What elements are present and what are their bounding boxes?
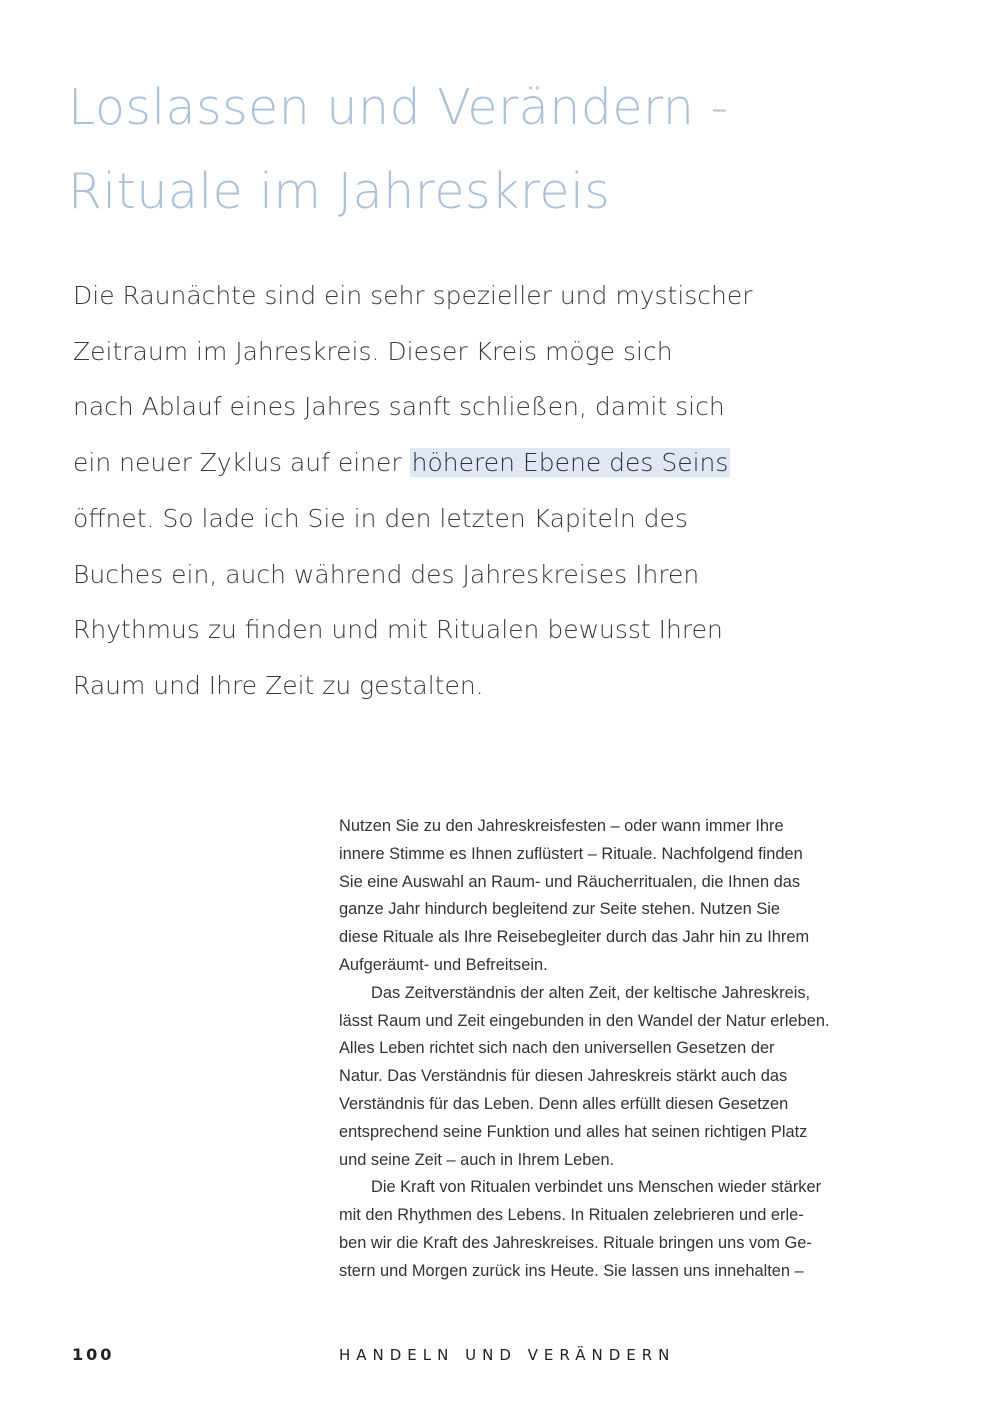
- body-line: Die Kraft von Ritualen verbindet uns Menschen wieder stärker: [371, 1178, 822, 1197]
- chapter-title-line-2: Rituale im Jahreskreis: [68, 163, 611, 220]
- body-line: Sie eine Auswahl an Raum- und Räucherritualen, die Ihnen das: [339, 872, 801, 891]
- intro-line: Die Raunächte sind ein sehr spezieller und mystischer: [73, 281, 753, 310]
- body-line: mit den Rhythmen des Lebens. In Ritualen zelebrieren und erle-: [339, 1206, 804, 1225]
- body-text: [339, 813, 899, 1286]
- intro-line-text: ein neuer Zyklus auf einer: [73, 448, 410, 478]
- intro-line: nach Ablauf eines Jahres sanft schließen, damit sich: [73, 392, 725, 422]
- body-line: entsprechend seine Funktion und alles hat seinen richtigen Platz: [339, 1122, 808, 1141]
- body-paragraph-3: [339, 1174, 899, 1285]
- body-line: Alles Leben richtet sich nach den universellen Gesetzen der: [339, 1039, 775, 1058]
- body-line: ganze Jahr hindurch begleitend zur Seite stehen. Nutzen Sie: [339, 900, 781, 919]
- intro-line: Raum und Ihre Zeit zu gestalten.: [73, 670, 484, 700]
- intro-line: [73, 435, 833, 491]
- running-footer-title: HANDELN UND VERÄNDERN: [339, 1346, 676, 1364]
- intro-line: öffnet. So lade ich Sie in den letzten Kapiteln des: [73, 503, 688, 533]
- body-line: Nutzen Sie zu den Jahreskreisfesten – oder wann immer Ihre: [339, 817, 784, 835]
- body-line: Natur. Das Verständnis für diesen Jahreskreis stärkt auch das: [339, 1067, 788, 1086]
- highlighted-text[interactable]: höheren Ebene des Seins: [411, 448, 729, 478]
- body-paragraph-2: [339, 980, 899, 1175]
- body-line: Verständnis für das Leben. Denn alles erfüllt diesen Gesetzen: [339, 1094, 789, 1113]
- body-line: stern und Morgen zurück ins Heute. Sie lassen uns innehalten –: [339, 1261, 804, 1280]
- intro-line: Rhythmus zu finden und mit Ritualen bewusst Ihren: [73, 615, 723, 645]
- chapter-title: [68, 66, 968, 234]
- body-line: und seine Zeit – auch in Ihrem Leben.: [339, 1150, 615, 1169]
- page-number: 100: [72, 1345, 115, 1364]
- chapter-title-line-1: Loslassen und Verändern -: [68, 79, 729, 136]
- body-line: ben wir die Kraft des Jahreskreises. Rituale bringen uns vom Ge-: [339, 1233, 812, 1252]
- intro-paragraph: [73, 268, 833, 714]
- body-line: lässt Raum und Zeit eingebunden in den Wandel der Natur erleben.: [339, 1011, 830, 1030]
- intro-line: Buches ein, auch während des Jahreskreises Ihren: [73, 559, 700, 589]
- intro-line: Zeitraum im Jahreskreis. Dieser Kreis möge sich: [73, 336, 673, 366]
- body-line: Aufgeräumt- und Befreitsein.: [339, 955, 548, 974]
- body-paragraph-1: [339, 813, 899, 980]
- body-line: diese Rituale als Ihre Reisebegleiter durch das Jahr hin zu Ihrem: [339, 928, 810, 947]
- body-line: Das Zeitverständnis der alten Zeit, der keltische Jahreskreis,: [371, 983, 811, 1002]
- body-line: innere Stimme es Ihnen zuflüstert – Rituale. Nachfolgend finden: [339, 844, 803, 863]
